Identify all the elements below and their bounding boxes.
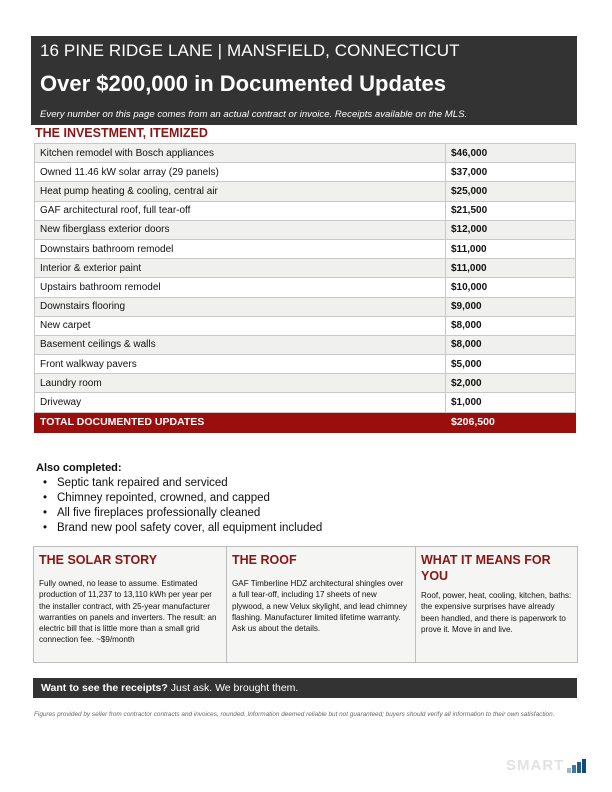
item-value: $5,000: [446, 355, 576, 374]
list-item: [36, 521, 322, 536]
item-value: $21,500: [446, 201, 576, 220]
table-row: [35, 163, 576, 182]
item-label: Downstairs flooring: [35, 297, 446, 316]
item-label: Interior & exterior paint: [35, 259, 446, 278]
headline: Over $200,000 in Documented Updates: [40, 71, 446, 96]
also-completed: [36, 462, 322, 536]
solar-story-title: THE SOLAR STORY: [39, 553, 158, 567]
item-value: $37,000: [446, 163, 576, 182]
total-value: $206,500: [446, 412, 576, 432]
list-item-text: Chimney repointed, crowned, and capped: [57, 491, 270, 504]
what-it-means-box: [416, 547, 577, 662]
logo-bar: [572, 765, 576, 773]
total-label: TOTAL DOCUMENTED UPDATES: [35, 412, 446, 432]
item-label: Front walkway pavers: [35, 355, 446, 374]
feature-boxes: [33, 546, 578, 663]
also-completed-list: [36, 476, 322, 536]
roof-box: [227, 547, 416, 662]
table-row: [35, 278, 576, 297]
receipts-cta-bar: [33, 678, 577, 698]
footnote: Figures provided by seller from contractor contracts and invoices, rounded. Information deemed reliable but not guaranteed; buyers should verify all information to their own satisfaction.: [34, 711, 555, 718]
list-item-text: Septic tank repaired and serviced: [57, 477, 228, 489]
list-item: [36, 506, 322, 521]
table-row: [35, 297, 576, 316]
item-value: $1,000: [446, 393, 576, 412]
item-value: $10,000: [446, 278, 576, 297]
item-label: Driveway: [35, 393, 446, 412]
list-item: [36, 491, 322, 506]
table-row: [35, 182, 576, 201]
logo-wordmark: SMART: [506, 757, 565, 774]
solar-story-text: Fully owned, no lease to assume. Estimated production of 11,237 to 13,110 kWh per year per the installer contract, with 25-year manufacturer warranties on panels and inverters. The result: an electric bill that is little more than a small grid connection fee. ~$9/month: [39, 579, 217, 645]
table-row: [35, 259, 576, 278]
item-value: $8,000: [446, 335, 576, 354]
what-it-means-title: WHAT IT MEANS FOR YOU: [421, 553, 551, 583]
item-value: $11,000: [446, 239, 576, 258]
header-banner: [31, 36, 577, 125]
item-value: $2,000: [446, 374, 576, 393]
total-row: [35, 412, 576, 432]
table-row: [35, 201, 576, 220]
item-label: New carpet: [35, 316, 446, 335]
item-label: Heat pump heating & cooling, central air: [35, 182, 446, 201]
item-value: $8,000: [446, 316, 576, 335]
list-item: [36, 476, 322, 491]
bullet-icon: •: [43, 506, 48, 519]
table-row: [35, 220, 576, 239]
cta-rest: Just ask. We brought them.: [167, 682, 299, 694]
item-label: Laundry room: [35, 374, 446, 393]
item-label: New fiberglass exterior doors: [35, 220, 446, 239]
smart-logo: [506, 759, 586, 773]
table-row: [35, 393, 576, 412]
roof-text: GAF Timberline HDZ architectural shingles over a full tear-off, including 17 sheets of new plywood, a new Velux skylight, and lead chimney flashing. Manufacturer limited lifetime warranty. Ask us about the details.: [232, 579, 408, 634]
what-it-means-text: Roof, power, heat, cooling, kitchen, baths: the expensive surprises have already been handled, and there is paperwork to prove it. Move in and live.: [421, 591, 572, 634]
item-value: $11,000: [446, 259, 576, 278]
roof-title: THE ROOF: [232, 553, 297, 567]
solar-story-box: [34, 547, 227, 662]
list-item-text: Brand new pool safety cover, all equipment included: [57, 521, 323, 534]
item-label: Kitchen remodel with Bosch appliances: [35, 144, 446, 163]
investment-section-title: THE INVESTMENT, ITEMIZED: [35, 126, 208, 140]
item-label: Downstairs bathroom remodel: [35, 239, 446, 258]
logo-bar: [582, 759, 586, 773]
table-row: [35, 355, 576, 374]
item-label: Upstairs bathroom remodel: [35, 278, 446, 297]
table-row: [35, 316, 576, 335]
bullet-icon: •: [43, 521, 48, 534]
item-value: $25,000: [446, 182, 576, 201]
investment-table-body: [35, 144, 576, 433]
table-row: [35, 374, 576, 393]
list-item-text: All five fireplaces professionally cleaned: [57, 506, 261, 519]
item-label: Owned 11.46 kW solar array (29 panels): [35, 163, 446, 182]
bullet-icon: •: [43, 477, 48, 489]
item-label: Basement ceilings & walls: [35, 335, 446, 354]
bullet-icon: •: [43, 491, 48, 504]
table-row: [35, 144, 576, 163]
cta-strong: Want to see the receipts?: [41, 682, 168, 694]
property-address: 16 PINE RIDGE LANE | MANSFIELD, CONNECTICUT: [40, 41, 460, 60]
bar-chart-logo-icon: [566, 759, 586, 773]
table-row: [35, 239, 576, 258]
item-value: $9,000: [446, 297, 576, 316]
logo-bar: [567, 768, 571, 773]
logo-bar: [577, 762, 581, 773]
table-row: [35, 335, 576, 354]
header-subtitle: Every number on this page comes from an actual contract or invoice. Receipts available on the MLS.: [40, 109, 468, 120]
item-value: $12,000: [446, 220, 576, 239]
cta-text: [41, 682, 298, 694]
investment-table: [34, 143, 576, 433]
also-completed-label: Also completed:: [36, 462, 122, 474]
item-label: GAF architectural roof, full tear-off: [35, 201, 446, 220]
item-value: $46,000: [446, 144, 576, 163]
